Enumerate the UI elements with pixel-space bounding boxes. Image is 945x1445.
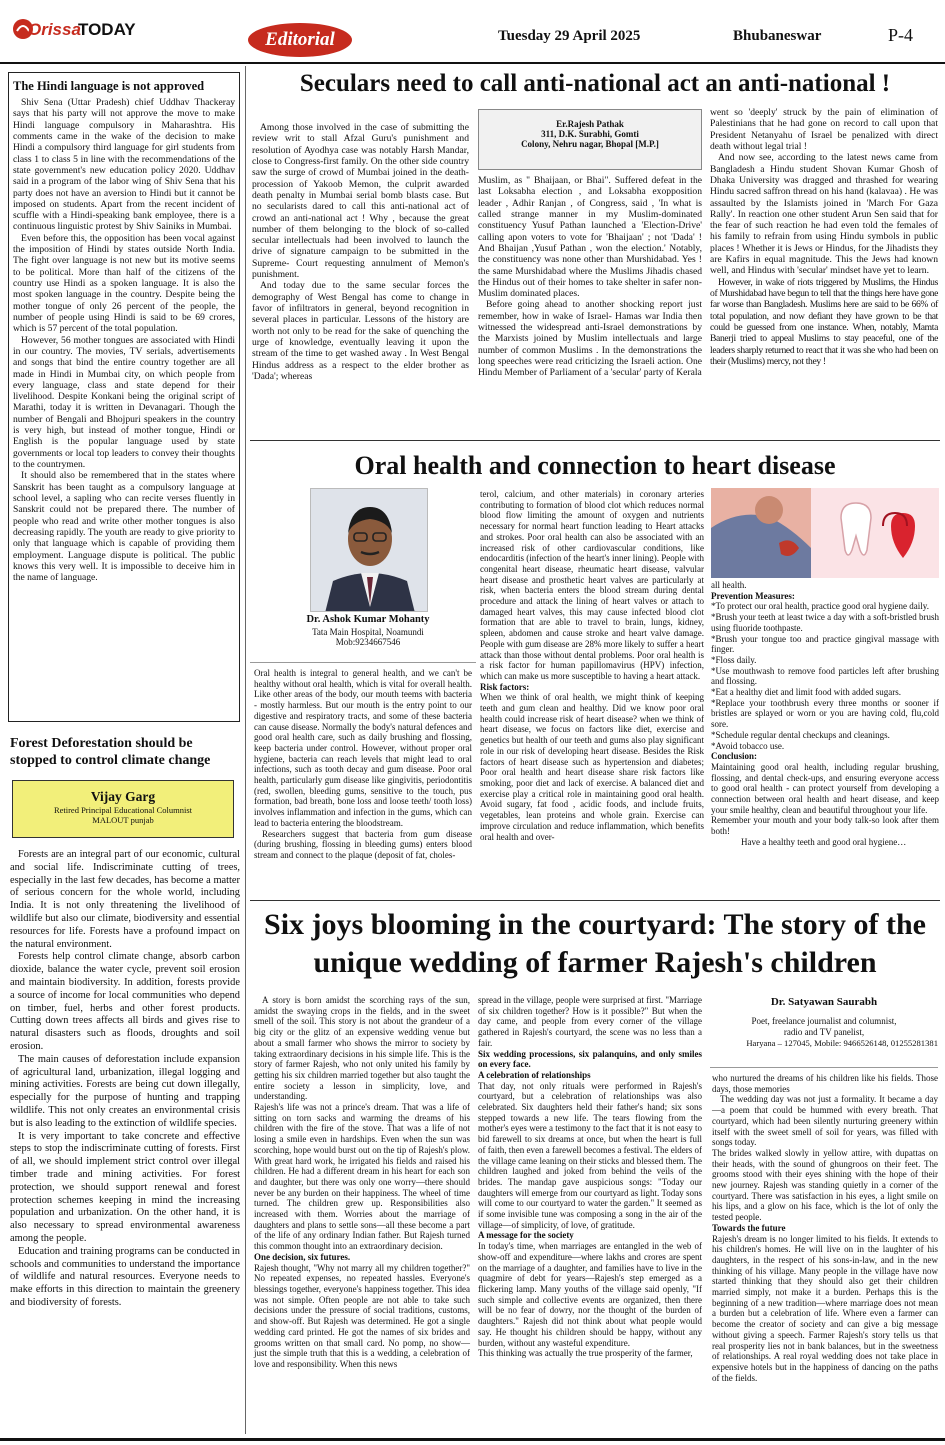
- wedding-para: Rajesh's dream is no longer limited to his fields. It extends to his children's homes. He will live on in the laughter of his daughters, in the respect of his sons-in-law, and in the new thinking of his village. Many people in the village have now started thinking that they should also get their children married simply, not make it a burden. Perhaps this is the beginning of a new tradition—where marriage does not mean a burden but a celebration of life. Where even a farmer can become the creator of society and can give a big message without giving a speech. Farmer Rajesh's story tells us that real prosperity lies not in bank balances, but in the sweetness of relationships. A real royal wedding does not take place in expensive hotels but in the happiness of dancing on the paths of the fields.: [712, 1233, 938, 1383]
- author-photo: [310, 488, 428, 612]
- forest-para: The main causes of deforestation include expansion of agricultural land, urbanization, illegal logging and mining activities. Forests are being cut down illegally, especially for the purpose of hunting and trapping wildlife. This not only creates an environmental crisis but is also leading to the extinction of wildlife species.: [10, 1053, 240, 1129]
- forest-author-place: MALOUT punjab: [92, 815, 154, 825]
- wedding-headline-line2: unique wedding of farmer Rajesh's children: [313, 945, 877, 979]
- oral-author: Dr. Ashok Kumar Mohanty: [306, 614, 430, 625]
- wedding-para: A story is born amidst the scorching rays of the sun, amidst the swaying crops in the fields, and in the sweet smell of the soil. This story is not about the grandeur of a big city or the glitz of an expensive wedding venue but about a small farmer who shows the mirror to society by taking extraordinary decisions in his simple life. This is the story of farmer Rajesh, who not only united his family by getting his six children married together but also taught the entire society a lesson in simplicity, love, and understanding.: [254, 995, 470, 1102]
- wedding-para: who nurtured the dreams of his children like his fields. Those days, those memories: [712, 1073, 938, 1094]
- forest-para: Education and training programs can be conducted in schools and communities to understand the importance of wildlife and natural resources. Everyone needs to make efforts in this direction to maintain the greenery and biodiversity of forests.: [10, 1245, 240, 1308]
- oral-tip: *Replace your toothbrush every three months or sooner if bristles are splayed or worn or you are having cold, flu,cold sore.: [711, 697, 939, 730]
- hindi-body: [13, 97, 235, 583]
- wedding-subhead: A message for the society: [478, 1230, 574, 1241]
- wedding-author-role2: radio and TV panelist,: [783, 1027, 865, 1037]
- seculars-author-city: Colony, Nehru nagar, Bhopal [M.P.]: [521, 139, 659, 149]
- seculars-byline: [478, 109, 702, 170]
- seculars-para: And today due to the same secular forces the demography of West Bengal has come to change in favor of infiltrators in general, beyond recognition in several places in particular. Lessons of the history are worth not only to be read for the sake of quenching the urge of knowledge, eventually leaving it upon the stream of the time to get washed away . In West Bengal Hindus address as a respect to the elder brother as 'Dada'; whereas: [252, 280, 469, 382]
- wedding-subhead: Six wedding processions, six palanquins, and only smiles on every face.: [478, 1048, 702, 1070]
- oral-para: Researchers suggest that bacteria from gum disease (during brushing, flossing in bleeding gums) enters blood stream and connect to the plaque (deposit of fat, choles-: [254, 828, 472, 860]
- seculars-para: Among those involved in the case of submitting the review writ to stall Afzal Guru's punishment and resolution of Ayodhya case was notably Harsh Mandar, close to Congress-first family. On the other side country saw the surge of crowd of Mumbai joined in the death-procession of Yakoob Memon, the culprit awarded death penalty in Mumbai serial bomb blasts case. But no secularists dared to call this anti-national act of crowd an anti-national act ! Why , because the great number of them belonging to the block of so-called secular intellectuals had been involved to launch the drive of signature campaign to be submitted in the Supreme- Court requesting annulment of Memon's punishment.: [252, 122, 469, 281]
- wedding-para: Rajesh's life was not a prince's dream. That was a life of sitting on torn sacks and warming the dreams of his children with the fire of the stove. That was a life of not losing a smile even in hardships. Even when the sun was scorching, hope would burst out on the tip of Rajesh's plow. With great hard work, he irrigated his fields and raised his children. He had a different dream in his heart for each son and daughter, but there was only one worry—there should never be any burden on their happiness. The wheel of time turned. The children grew up. Responsibilities also increased with them. Worries about the marriage of daughters and plans to settle sons—all these become a part of the life of any ordinary Indian father. But Rajesh turned this common thought into an extraordinary decision.: [254, 1102, 470, 1252]
- oral-tip: *Schedule regular dental checkups and cleanings.: [711, 729, 890, 740]
- wedding-byline: [710, 996, 938, 1049]
- forest-para: It is very important to take concrete and effective steps to stop the indiscriminate cutting of forests. First of all, we should implement strict control over illegal timber trade and mining activities. For forest protection, we should support renewal and forest protection schemes keeping in mind the increasing population and urbanization. On the other hand, it is also necessary to spread environmental awareness among the people.: [10, 1130, 240, 1244]
- oral-para: all health.: [711, 580, 747, 590]
- wedding-headline-line1: Six joys blooming in the courtyard: The story of the: [264, 908, 926, 941]
- seculars-col3: [710, 107, 938, 367]
- newspaper-logo: [8, 14, 148, 46]
- seculars-para: And now see, according to the latest news came from Bangladesh a Hindu student Shovan Kumar Ghosh of Dhaka University was dragged and thrashed for wearing Hindu sacred saffron thread on his hand (kalavaa) . He was assaulted by the Islamists joined in 'March For Gaza Rally'. In reaction one other student Arun Sen said that for the fear of such reaction he had even told the females of his family to refrain from using Hindu symbols in public places ! Whether it is Jews or Hindus, for the Jihadists they are Kafirs in equal magnitude. This the Jews had known well, and Hindus with 'secular' mindset have yet to learn.: [710, 152, 938, 277]
- seculars-para: However, in wake of riots triggered by Muslims, the Hindus of Murshidabad have begun to tell that the things here have gone far worse than Bangladesh. Muslims here are said to be 66% of total population, and now defiant they have grown to be that could be guessed from one instance. When, notably, Mamta Banerji tried to appeal Muslims to stay peaceful, one of the leaders sharply returned to react that it was she who had been on their (Muslims) mercy, not they !: [710, 276, 938, 367]
- heart-teeth-illustration: [711, 488, 939, 578]
- wedding-headline: [250, 906, 940, 982]
- logo-text-orissa: Orissa: [28, 20, 81, 39]
- oral-para: Oral health is integral to general health, and we can't be healthy without oral health, which is vital for overall health. Like other areas of the body, our mouth teems with bacteria - mostly harmless. But our mouth is the entry point to our digestive and respiratory tracts, and some of these bacteria can cause disease. Normally the body's natural defences and good oral health care, such as daily brushing and flossing, keep bacteria under control. However, without proper oral hygiene, bacteria can reach levels that might lead to oral infections, such as tooth decay and gum disease. Poor oral health, particularly gum disease like gingivitis, periodontitis (red, swollen, bleeding gums, sensitive to the touch, pus formation, bad breath, bone loss and loose teeth/ tooth loss) involves inflammation and infection in the gums, which can lead to bacteria entering the bloodstream.: [254, 668, 472, 828]
- forest-title: Forest Deforestation should be stopped to control climate change: [10, 736, 211, 768]
- wedding-col1: [254, 995, 470, 1370]
- wedding-para: In today's time, when marriages are entangled in the web of show-off and expenditure—where lakhs and crores are spent on the marriage of a daughter, and families have to live in the quagmire of debt for years—Rajesh's step emerged as a flickering lamp. Many youths of the village said openly, "If such simple and collective events are organized, then there will be no fear of dowry, nor the thought of the burden of daughters." Rajesh did not think about what people would say. He thought his children should be happy, without any burden, without any wasteful expenditure.: [478, 1241, 702, 1348]
- forest-body: [10, 849, 240, 1310]
- page-number: P-4: [888, 25, 914, 45]
- seculars-author: Er.Rajesh Pathak: [556, 119, 624, 129]
- wedding-para: The wedding day was not just a formality. It became a day—a poem that could be hummed with every breath. That courtyard, which had been silently nurturing greenery within itself with the sweet smell of soil for years, was filled with songs today.: [712, 1094, 938, 1148]
- forest-para: Forests are an integral part of our economic, cultural and social life. Indiscriminate cutting of trees, especially in the last few decades, has become a matter of serious concern for the whole world, including India. It is not only threatening the livelihood of wildlife but also our climate, biodiversity and essential resources for life. Forests have a profound impact on the natural environment.: [10, 849, 240, 950]
- oral-col2: [480, 489, 704, 842]
- oral-para: terol, calcium, and other materials) in coronary arteries contributing to formation of blood clot which reduces normal blood flow limiting the amount of oxygen and nutrients necessary for normal heart function leading to Heart attacks and strokes. Poor oral health can also be associated with an increased risk of other cardiovascular conditions, like endocarditis (infection of the heart's inner lining). People with congenital heart disease, rheumatic heart disease, valvular heart disease and prosthetic heart valves are particularly at risk, when bacteria enters the blood stream during dental procedure and attack the lining of heart valves or attach to damaged heart valves, this may cause infected blood clot formation that are able to travel to brain, lungs, kidney, spleen, abdomen and cause stroke and heart valve damage. People with gum disease are 28% more likely to suffer a heart attack than those without dental problems. Poor oral health is a risk factor for human papillomavirus (HPV) infection, which can make us more susceptible to having a heart attack.: [480, 489, 704, 681]
- forest-byline: [12, 780, 234, 838]
- hindi-para: Even before this, the opposition has been vocal against the imposition of Hindi by states outside North India. The fight over language is not new but its motive seems to be political. More than half of the citizens of the country use Hindi as a spoken language. It is also the most spoken language in the country. Despite being the mother tongue of only 26 percent of the people, the number of people using Hindi is said to be 69 crores, which is 57 percent of the total population.: [13, 232, 235, 335]
- oral-byline: [255, 614, 481, 648]
- seculars-para: Muslim, as " Bhaijaan, or Bhai". Suffered defeat in the last Loksabha election , and Loksabha exopposition leader , Adhir Ranjan , of Congress, said , 'In what is called strange manner in my Muslim-dominated constituency Yusuf Pathan launched a 'Election-Drive' calling apon voters to vote for 'Bhaijaan' ; not 'Dada' ! And Bhaijan ,Yusuf Pathan , won the election.' Notably, the constituency was none other than Murshidabad. Yes ! the same Murshidabad where the Muslims Jihadis chased the Hindus out of their homes to take shelter in safer non-Muslim dominated places.: [478, 175, 702, 300]
- oral-subhead: Risk factors:: [480, 681, 530, 692]
- oral-tip: *Floss daily.: [711, 654, 757, 665]
- oral-para: Maintaining good oral health, including regular brushing, flossing, and dental check-ups, and ensuring everyone access to good oral health - can protect yourself from developing a connection between oral health and heart disease, and keep your smile healthy, clean and beautiful throughout your life.: [711, 761, 939, 815]
- oral-subhead: Prevention Measures:: [711, 590, 795, 601]
- seculars-headline: Seculars need to call anti-national act an anti-national !: [299, 70, 891, 97]
- oral-headline: Oral health and connection to heart disease: [354, 451, 836, 480]
- logo-text-today: TODAY: [78, 20, 136, 39]
- hindi-para: Shiv Sena (Uttar Pradesh) chief Uddhav Thackeray says that his party will not approve the move to make Hindi language compulsory in Maharashtra. His comments came in the wake of the decision to make Hindi a compulsory third language for girl students from class 1 to class 5 in line with the recommendations of the state government's new education policy 2020. Uddhav said in a program of the labor wing of Shiv Sena that his party does not have an aversion to Hindi but it cannot be imposed on students. Apart from the recent incident of scuffle with a Hindi-speaking bank employee, there is a continuous linguistic protest by Shiv Sainiks in Mumbai.: [13, 97, 235, 233]
- seculars-para: Before going ahead to another shocking report just remember, how in wake of Israel- Hamas war India then witnessed the widespread anti-Israel demonstrations by the Marxists joined by Muslim intellectuals and large number of common Muslims . In the demonstrations the long speeches were read criticizing the Israeli action. One Hindu Member of Parliament of a 'secular' party of Kerala: [478, 299, 702, 379]
- oral-tip: *To protect our oral health, practice good oral hygiene daily.: [711, 601, 929, 612]
- wedding-para: Rajesh thought, "Why not marry all my children together?" No repeated expenses, no repeated hassles. Everyone's blessings together, everyone's happiness together. This idea was not simple. Often people are not able to take such decisions under the pressure of social traditions, customs, and show-off. But Rajesh was determined. He got a single wedding card printed. He got the names of six brides and grooms written on that small card. No pomp, no show—just the simple truth that this is a wedding, a celebration of love and responsibility. When this news: [254, 1262, 470, 1369]
- wedding-para: This thinking was actually the true prosperity of the farmer,: [478, 1348, 693, 1359]
- oral-tip: *Avoid tobacco use.: [711, 740, 785, 751]
- wedding-subhead: A celebration of relationships: [478, 1069, 591, 1080]
- oral-tip: *Brush your tongue too and practice gingival massage with finger.: [711, 633, 939, 655]
- oral-para: When we think of oral health, we might think of keeping teeth and gum clean and healthy. Did we know poor oral health could increase risk of heart disease? when we think of heart disease, we focus on factors like diet, exercise and genetics but health of our teeth and gums also play significant role in our risk of developing heart disease. Besides the Risk factors of heart disease such as hypertension and diabetes; Poor oral health and heart disease share risk factors like smoking, poor diet and lack of exercise. A balanced diet and exercise play a critical role in maintaining good oral health. Avoid sugary, fat food , acidic foods, and include fruits, vegetables, lean proteins and whole grain. Exercise can improve circulation and reduce inflammation, which benefits oral health and over-: [480, 692, 704, 842]
- section-badge: Editorial: [248, 23, 352, 57]
- seculars-col1: [252, 122, 469, 382]
- wedding-para: The brides walked slowly in yellow attire, with dupattas on their heads, with the sound of ghungroos on their feet. The grooms stood with their eyes shining with the hope of their new journey. Rajesh was standing quietly in a corner of the courtyard. There was satisfaction in his eyes, a light smile on his lips, and a glow on his face, which is the lot of only the tested people.: [712, 1147, 938, 1223]
- oral-subhead: Conclusion:: [711, 751, 758, 762]
- forest-author-title: Retired Principal Educational Columnist: [53, 805, 193, 815]
- wedding-author-contact: Haryana – 127045, Mobile: 9466526148, 01255281381: [746, 1038, 938, 1049]
- hindi-para: It should also be remembered that in the states where Sanskrit has been taught as a compulsory language at school level, a sapling who can recite verses fluently in Sanskrit could not be prepared there. The number of people who read and write other mother tongues is also decreasing rapidly. The youth are ready to give priority to only that language which is capable of providing them employment. Language dispute is political. The public knows this very well. It is impossible to deceive him in the name of language.: [13, 470, 235, 584]
- oral-col1: [254, 668, 472, 861]
- hindi-para: However, 56 mother tongues are associated with Hindi in our country. The movies, TV serials, advertisements and songs that bind the entire country together are all made in Hindi in Mumbai city, on which people from every language, class and state depend for their livelihood. Despite Konkani being the original script of Marathi, today it is written in Devanagari. Though the number of Bengali and Bhojpuri speakers in the country is very high, but instead of mother tongue, Hindi or English is the popular language used by state governments or local top leaders to convey their thoughts to the countrymen.: [13, 334, 235, 470]
- wedding-para: spread in the village, people were surprised at first. "Marriage of six children together? How is it possible?" But when the day came, and people from every corner of the village gathered in Rajesh's courtyard, the scene was no less than a fair.: [478, 995, 702, 1048]
- hindi-title: The Hindi language is not approved: [13, 79, 205, 93]
- seculars-para: went so 'deeply' struck by the pain of elimination of Palestinians that he had gone on record to call upon that President Netanyahu of Israel be penalized with direct death without legal trial !: [710, 107, 938, 152]
- oral-col3: [711, 580, 939, 848]
- oral-para: Have a healthy teeth and good oral hygiene…: [741, 836, 907, 847]
- oral-author-phone: Mob:9234667546: [335, 637, 401, 648]
- hindi-article-box: [8, 72, 240, 722]
- wedding-author-role: Poet, freelance journalist and columnist,: [751, 1015, 897, 1026]
- oral-author-hospital: Tata Main Hospital, Noamundi: [312, 626, 424, 637]
- seculars-col2: [478, 175, 702, 379]
- wedding-col3: [712, 1073, 938, 1383]
- wedding-subhead: Towards the future: [712, 1222, 786, 1233]
- oral-tip: *Eat a healthy diet and limit food with added sugars.: [711, 687, 901, 698]
- wedding-col2: [478, 995, 702, 1359]
- forest-author: Vijay Garg: [90, 789, 156, 804]
- oral-tip: *Brush your teeth at least twice a day with a soft-bristled brush using fluoride toothpaste.: [711, 612, 939, 633]
- city-name: Bhubaneswar: [733, 28, 822, 44]
- oral-para: Remember your mouth and your body talk-so look after them both!: [711, 815, 939, 837]
- forest-para: Forests help control climate change, absorb carbon dioxide, balance the water cycle, prevent soil erosion and maintain biodiversity. In addition, forests provide a source of income for local communities who depend on timber, fuel, herbs and other forest products. Cutting down trees affects all birds and gives rise to natural disasters such as floods, droughts and soil erosion.: [10, 951, 240, 1052]
- oral-tip: *Use mouthwash to remove food particles left after brushing and flossing.: [711, 665, 939, 687]
- seculars-author-address: 311, D.K. Surabhi, Gomti: [541, 129, 639, 139]
- issue-date: Tuesday 29 April 2025: [498, 28, 641, 44]
- wedding-subhead: One decision, six futures.: [254, 1251, 351, 1262]
- wedding-author: Dr. Satyawan Saurabh: [770, 996, 878, 1008]
- wedding-para: That day, not only rituals were performed in Rajesh's courtyard, but a celebration of relationships was also celebrated. Six daughters held their father's hand; six sons stepped towards a new life. The tears flowing from the mother's eyes were a testimony to the fact that it is not easy to bid farewell to six dreams at once, but when the heart is full of faith, then even a farewell becomes a festival. The elders of the village came leaning on their sticks and blessed them. The children laughed and joked from behind the veils of the brides. The mandap gave auspicious songs: "Today our daughters will emerge from our courtyard as light. Today sons will come to our courtyard to water the garden." It seemed as if some invisible tune was composing a song in the air of the village—of simplicity, of love, of gratitude.: [478, 1080, 702, 1230]
